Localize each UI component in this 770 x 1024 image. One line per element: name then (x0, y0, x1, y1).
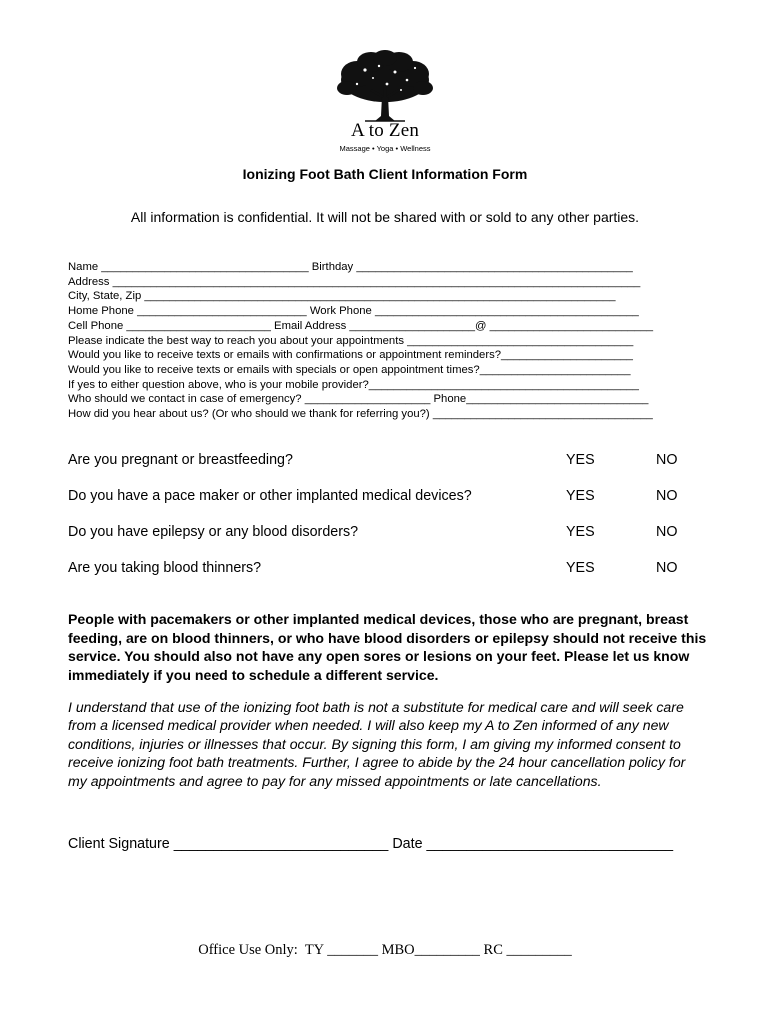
health-question (68, 452, 708, 472)
no-option[interactable]: NO (656, 524, 678, 540)
contraindication-warning: People with pacemakers or other implanted medical devices, those who are pregnant, breast feeding, are on blood thinners, or who have blood disorders or epilepsy should not receive this service. You should also not have any open sores or lesions on your feet. Please let us know immediately if you need to schedule a different service. (68, 611, 707, 683)
question-text: Are you pregnant or breastfeeding? (68, 452, 293, 468)
tree-icon (335, 50, 435, 122)
logo (335, 50, 435, 158)
question-text: Do you have epilepsy or any blood disorders? (68, 524, 359, 540)
address-field[interactable]: Address ____________________________________________________________________________________ (68, 275, 641, 288)
logo-tagline: Massage • Yoga • Wellness (339, 144, 431, 153)
contact-preference-field[interactable]: Please indicate the best way to reach you about your appointments ____________________________________ (68, 334, 634, 347)
city-state-zip-field[interactable]: City, State, Zip ___________________________________________________________________________ (68, 290, 616, 303)
health-question (68, 560, 708, 580)
referral-field[interactable]: How did you hear about us? (Or who should we thank for referring you?) ___________________________________ (68, 408, 653, 421)
logo-name: A to Zen (350, 120, 420, 141)
question-text: Are you taking blood thinners? (68, 560, 262, 576)
yes-option[interactable]: YES (566, 452, 595, 468)
health-question (68, 524, 708, 544)
reminder-opt-in-field[interactable]: Would you like to receive texts or emails with confirmations or appointment reminders?_____________________ (68, 349, 633, 362)
office-use-line: Office Use Only: TY _______ MBO_________ RC _________ (198, 942, 572, 958)
question-text: Do you have a pace maker or other implanted medical devices? (68, 488, 472, 504)
yes-option[interactable]: YES (566, 524, 595, 540)
home-work-phone-field[interactable]: Home Phone ___________________________ Work Phone __________________________________________ (68, 305, 639, 318)
no-option[interactable]: NO (656, 488, 678, 504)
cell-email-field[interactable]: Cell Phone _______________________ Email Address ____________________@ __________________________ (68, 319, 654, 332)
mobile-provider-field[interactable]: If yes to either question above, who is your mobile provider?___________________________________________ (68, 378, 639, 391)
no-option[interactable]: NO (656, 560, 678, 576)
signature-date-line[interactable]: Client Signature ___________________________ Date _______________________________ (68, 836, 674, 852)
yes-option[interactable]: YES (566, 488, 595, 504)
health-question (68, 488, 708, 508)
consent-statement: I understand that use of the ionizing foot bath is not a substitute for medical care and will seek care from a licensed medical provider when needed. I will also keep my A to Zen informed of any new conditions, injuries or illnesses that occur. By signing this form, I am giving my informed consent to receive ionizing foot bath treatments. Further, I agree to abide by the 24 hour cancellation policy for my appointments and agree to pay for any missed appointments or late cancellations. (68, 699, 686, 789)
name-birthday-field[interactable]: Name _________________________________ Birthday ____________________________________________ (68, 261, 633, 273)
yes-option[interactable]: YES (566, 560, 595, 576)
client-info-fields (68, 260, 708, 422)
emergency-contact-field[interactable]: Who should we contact in case of emergency? ____________________ Phone_____________________________ (68, 393, 649, 406)
confidentiality-notice: All information is confidential. It will not be shared with or sold to any other parties. (130, 209, 640, 225)
no-option[interactable]: NO (656, 452, 678, 468)
specials-opt-in-field[interactable]: Would you like to receive texts or emails with specials or open appointment times?________________________ (68, 363, 631, 376)
form-title: Ionizing Foot Bath Client Information Form (242, 166, 528, 182)
